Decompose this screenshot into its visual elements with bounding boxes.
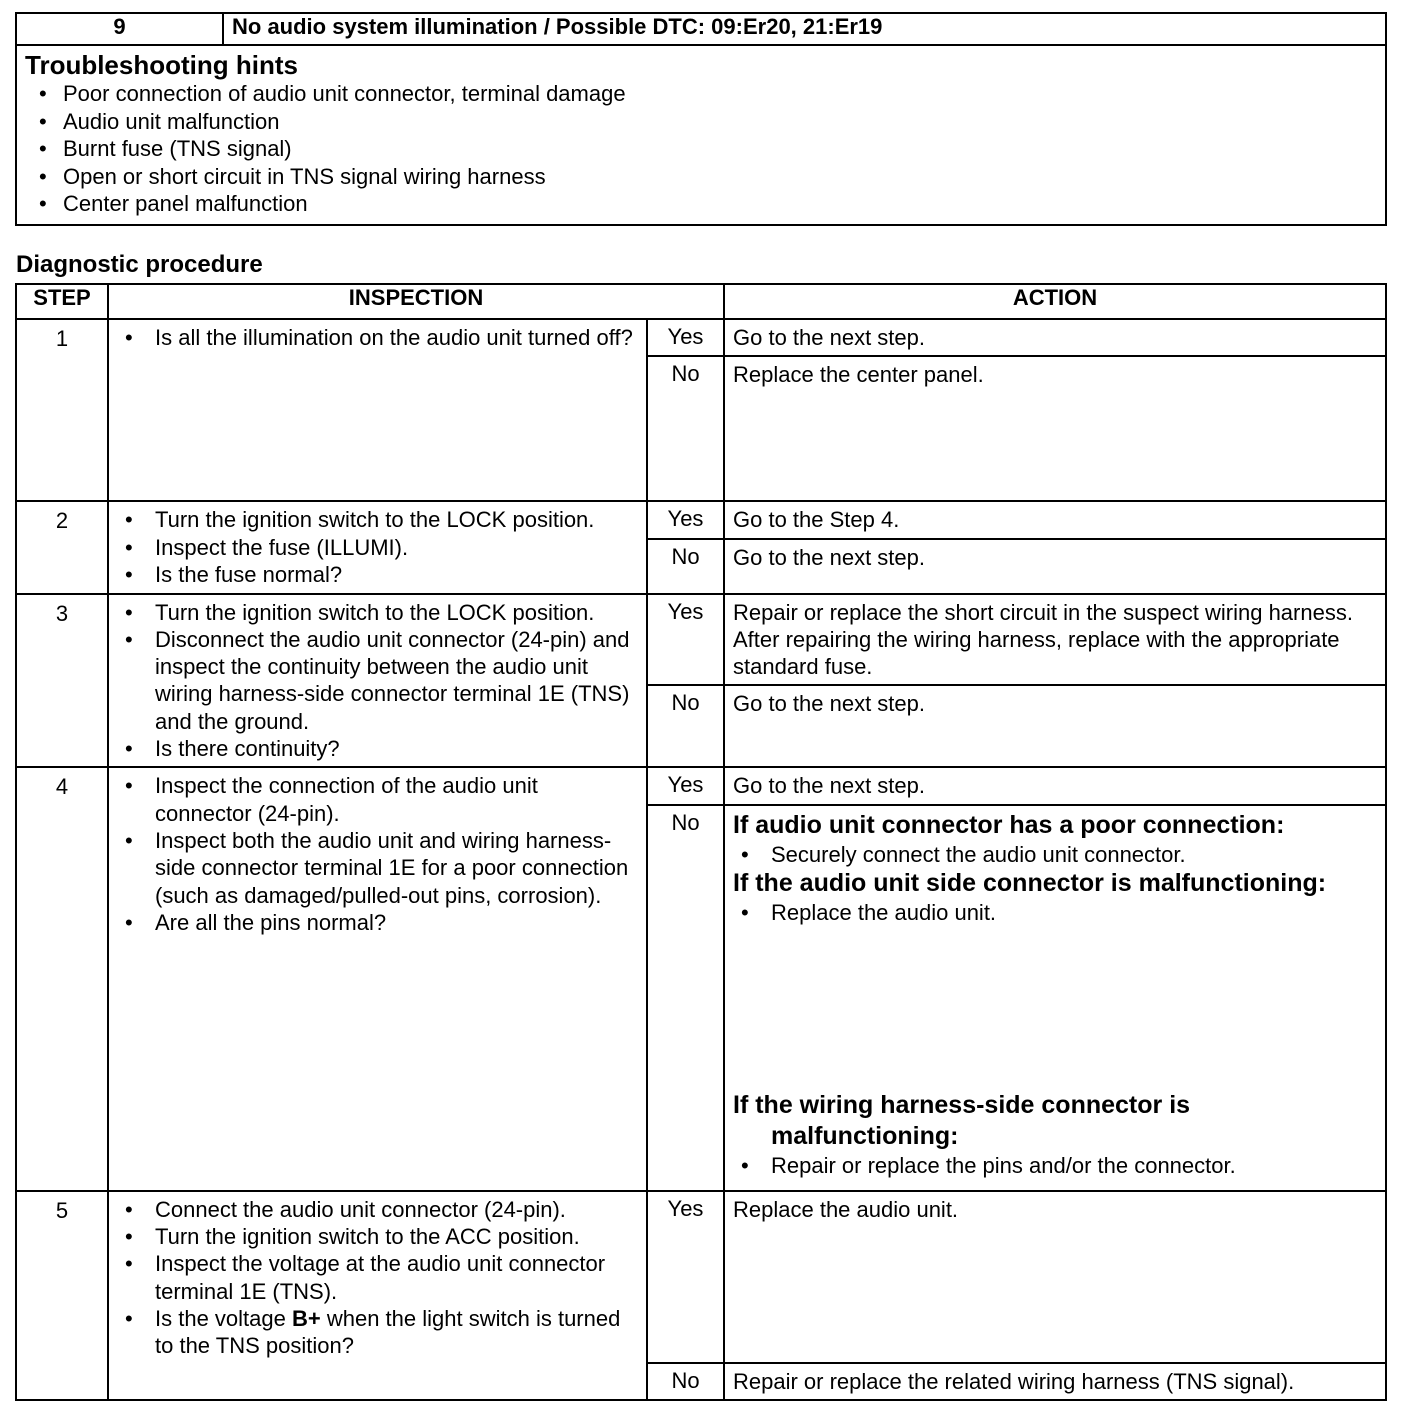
step-number: 4: [16, 767, 108, 1190]
issue-title: No audio system illumination / Possible DTC: 09:Er20, 21:Er19: [223, 13, 1386, 45]
yes-action: Go to the next step.: [724, 767, 1386, 804]
yes-label: Yes: [647, 594, 724, 686]
inspection-item: • Inspect the voltage at the audio unit connector terminal 1E (TNS).: [123, 1250, 640, 1305]
hint-item: • Burnt fuse (TNS signal): [25, 135, 1379, 163]
no-label: No: [647, 539, 724, 594]
step-number: 5: [16, 1191, 108, 1400]
inspection-item: • Inspect the fuse (ILLUMI).: [123, 534, 640, 561]
action-item: • Replace the audio unit.: [733, 899, 1379, 926]
action-item: • Securely connect the audio unit connector.: [733, 841, 1379, 868]
step-inspection: [108, 319, 647, 501]
yes-label: Yes: [647, 767, 724, 804]
step-inspection: [108, 594, 647, 768]
step-inspection: [108, 767, 647, 1190]
yes-label: Yes: [647, 319, 724, 356]
no-action: Go to the next step.: [724, 539, 1386, 594]
no-label: No: [647, 1363, 724, 1400]
inspection-item: • Are all the pins normal?: [123, 909, 640, 936]
hint-item: • Poor connection of audio unit connector, terminal damage: [25, 80, 1379, 108]
issue-header-box: [15, 12, 1387, 226]
no-label: No: [647, 356, 724, 501]
hint-item: • Open or short circuit in TNS signal wiring harness: [25, 163, 1379, 191]
inspection-text: when the light switch is turned to the TNS position?: [155, 1305, 621, 1359]
inspection-item: • Turn the ignition switch to the LOCK position.: [123, 599, 640, 626]
inspection-item: [123, 1305, 640, 1360]
hint-item: • Center panel malfunction: [25, 190, 1379, 218]
voltage-value: B+: [291, 1305, 321, 1331]
column-header-action: ACTION: [724, 284, 1386, 319]
condition-heading: If the wiring harness-side connector is: [733, 1091, 1191, 1120]
hint-item: • Audio unit malfunction: [25, 108, 1379, 136]
column-header-step: STEP: [16, 284, 108, 319]
table-row: [16, 767, 1386, 804]
yes-label: Yes: [647, 1191, 724, 1363]
condition-heading-cont: malfunctioning:: [771, 1122, 959, 1151]
inspection-item: • Turn the ignition switch to the LOCK position.: [123, 506, 640, 533]
diagnostic-procedure-table: [15, 283, 1387, 1401]
no-action: Replace the center panel.: [724, 356, 1386, 501]
no-action: Repair or replace the related wiring harness (TNS signal).: [724, 1363, 1386, 1400]
hints-title: Troubleshooting hints: [25, 50, 298, 80]
yes-action: Replace the audio unit.: [724, 1191, 1386, 1363]
no-label: No: [647, 685, 724, 767]
table-row: [16, 501, 1386, 538]
no-label: No: [647, 805, 724, 1191]
inspection-item: • Is there continuity?: [123, 735, 640, 762]
spacer: [733, 926, 1379, 1090]
step-number: 3: [16, 594, 108, 768]
condition-heading: If the audio unit side connector is malfunctioning:: [733, 869, 1327, 898]
step-number: 2: [16, 501, 108, 593]
no-action: Go to the next step.: [724, 685, 1386, 767]
no-action: [724, 805, 1386, 1191]
column-header-inspection: INSPECTION: [108, 284, 724, 319]
procedure-title: Diagnostic procedure: [16, 251, 263, 278]
inspection-item: • Is all the illumination on the audio unit turned off?: [123, 324, 640, 351]
table-row: [16, 319, 1386, 356]
inspection-item: • Turn the ignition switch to the ACC position.: [123, 1223, 640, 1250]
step-number: 1: [16, 319, 108, 501]
inspection-text: Is the voltage: [155, 1305, 292, 1331]
inspection-item: • Connect the audio unit connector (24-pin).: [123, 1196, 640, 1223]
yes-action: Go to the Step 4.: [724, 501, 1386, 538]
hints-list: [25, 80, 1379, 218]
condition-heading: If audio unit connector has a poor connection:: [733, 810, 1285, 839]
step-inspection: [108, 501, 647, 593]
troubleshooting-hints: [16, 45, 1386, 225]
inspection-item: • Inspect the connection of the audio unit connector (24-pin).: [123, 772, 640, 827]
inspection-item: • Is the fuse normal?: [123, 561, 640, 588]
inspection-item: • Disconnect the audio unit connector (24-pin) and inspect the continuity between the audio unit wiring harness-side connector terminal 1E (TNS) and the ground.: [123, 626, 640, 735]
table-row: [16, 594, 1386, 686]
table-row: [16, 1191, 1386, 1363]
yes-label: Yes: [647, 501, 724, 538]
step-inspection: [108, 1191, 647, 1400]
yes-action: Repair or replace the short circuit in the suspect wiring harness. After repairing the wiring harness, replace with the appropriate standard fuse.: [724, 594, 1386, 686]
yes-action: Go to the next step.: [724, 319, 1386, 356]
issue-number: 9: [16, 13, 223, 45]
inspection-item: • Inspect both the audio unit and wiring harness-side connector terminal 1E for a poor connection (such as damaged/pulled-out pins, corrosion).: [123, 827, 640, 909]
action-item: • Repair or replace the pins and/or the connector.: [733, 1152, 1379, 1179]
